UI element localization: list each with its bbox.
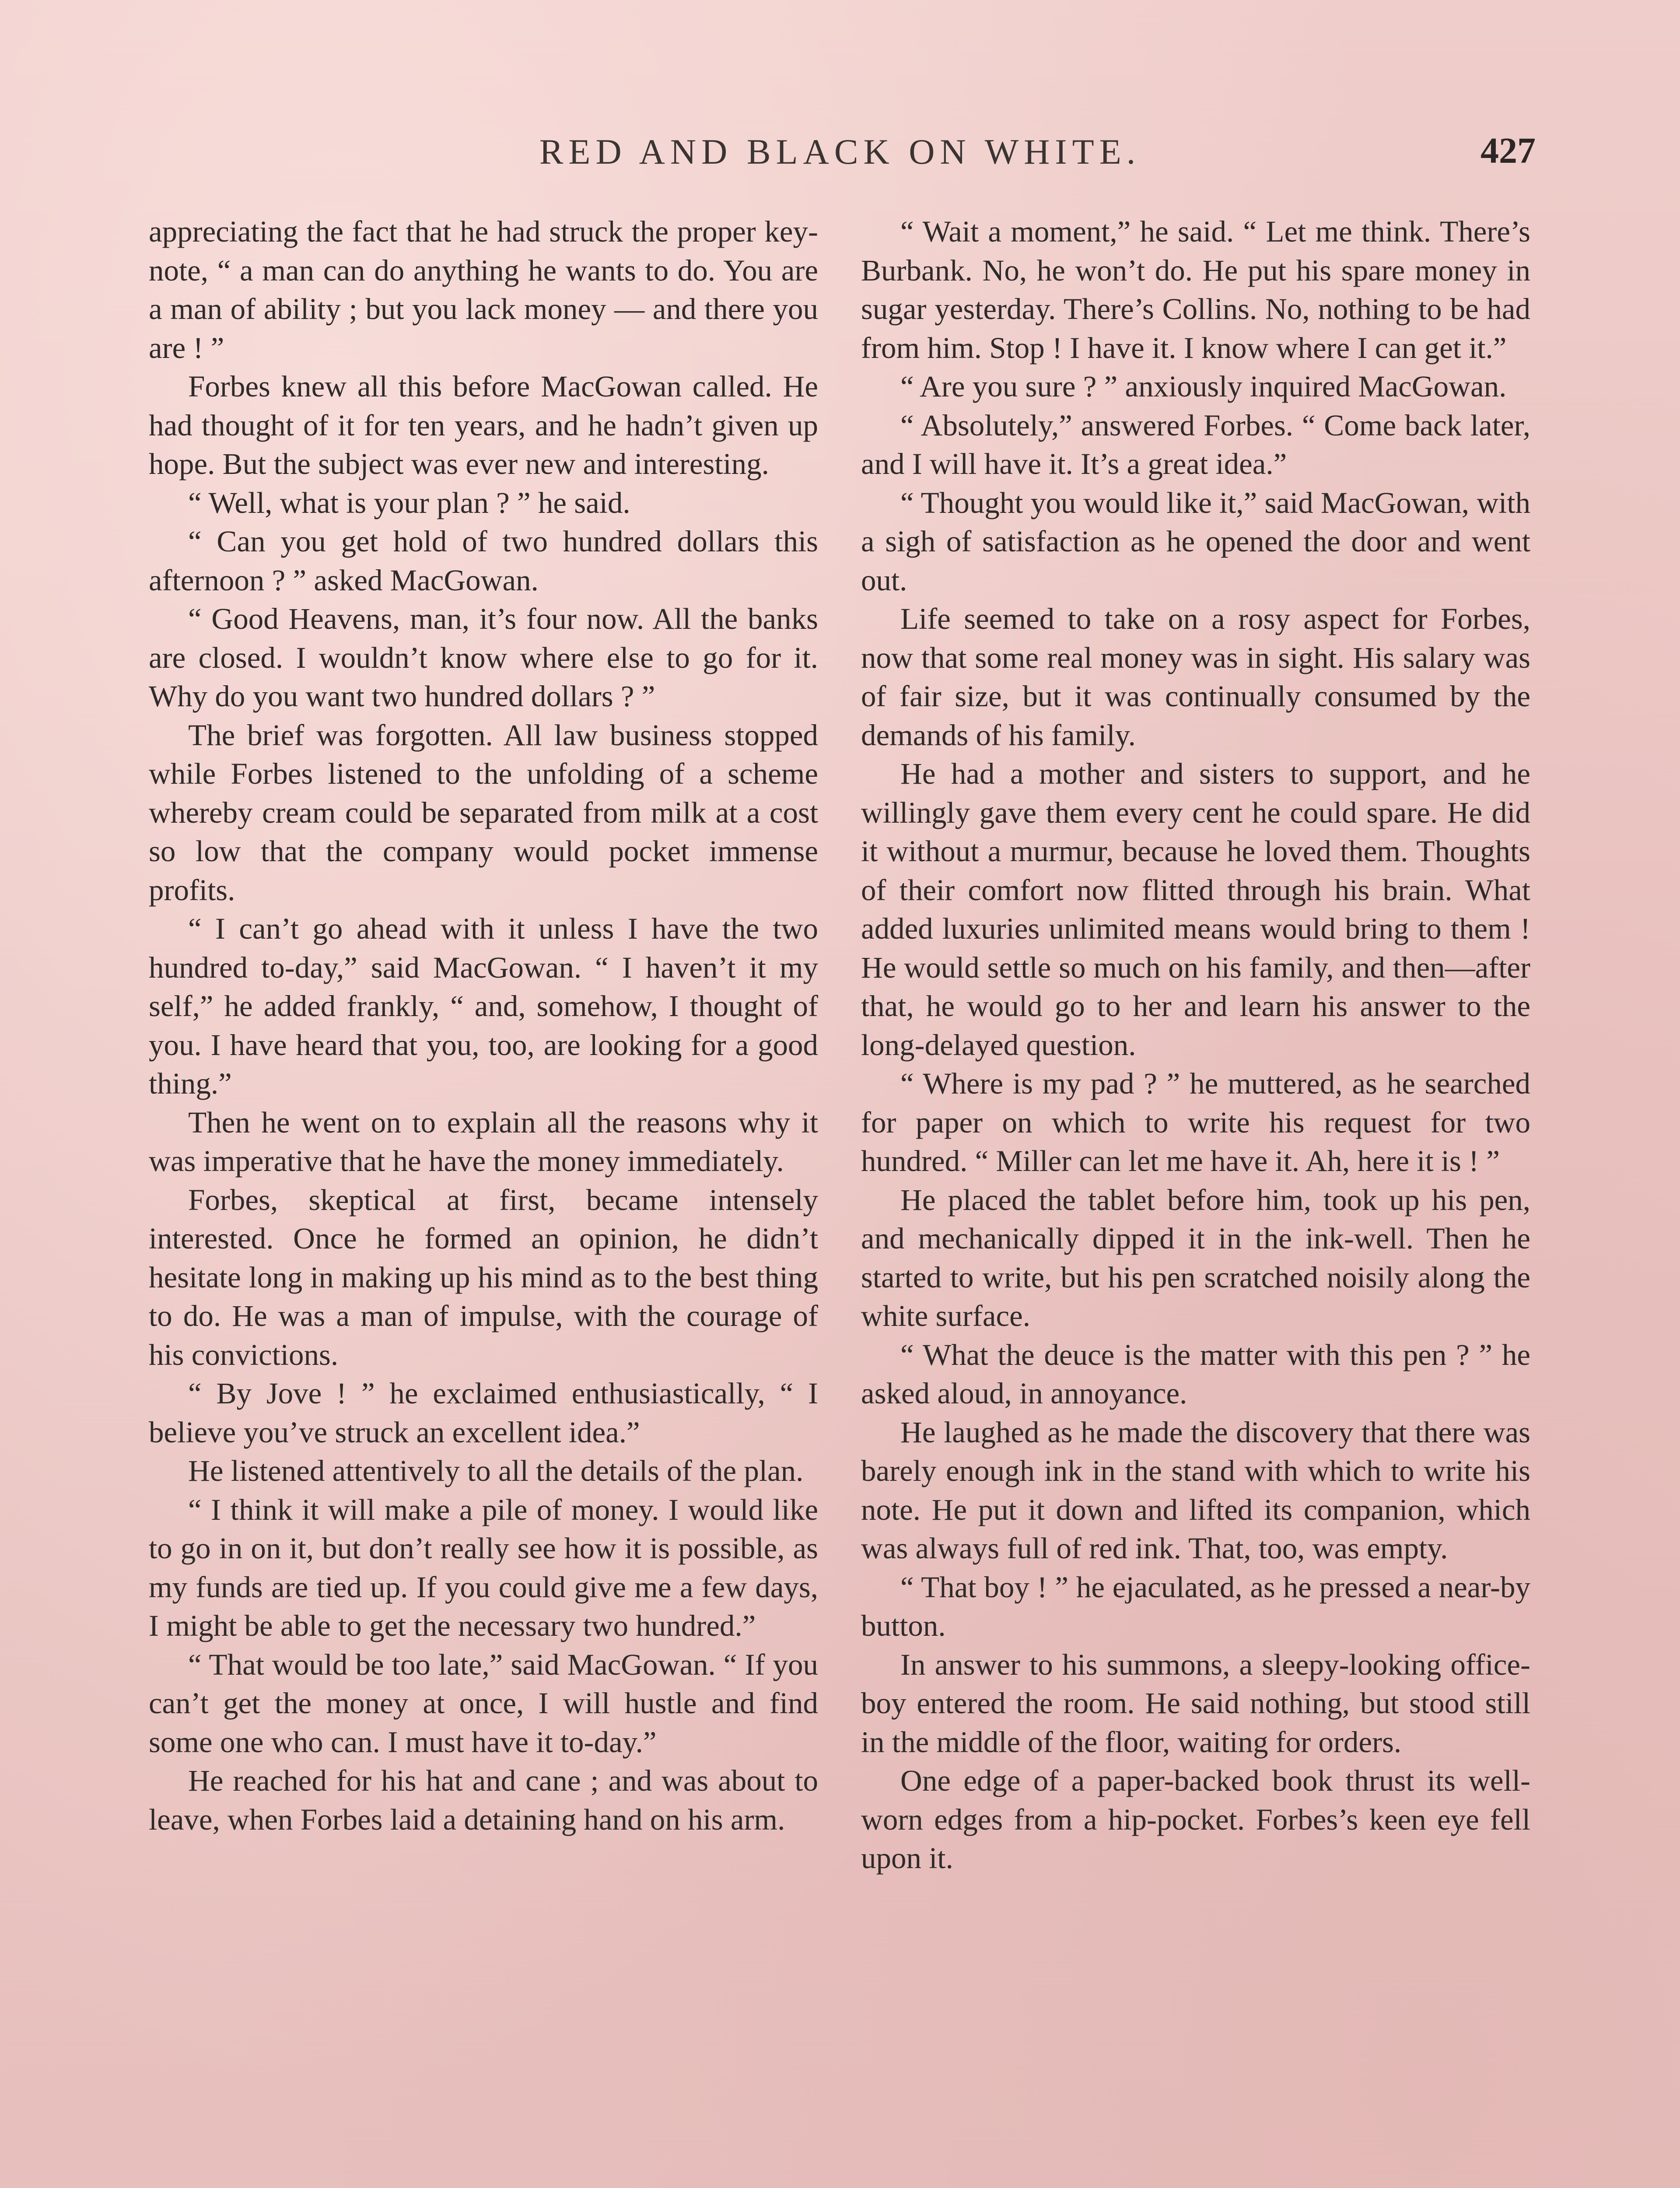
paragraph: Then he went on to explain all the reasons why it was imperative that he have the money immediately. bbox=[149, 1105, 818, 1178]
paragraph: Forbes, skeptical at first, became intensely interested. Once he formed an opinion, he didn’t hesitate long in making up his mind as to the best thing to do. He was a man of impulse, with the courage of his convictions. bbox=[149, 1183, 818, 1371]
paragraph: He had a mother and sisters to support, and he willingly gave them every cent he could spare. He did it without a murmur, because he loved them. Thoughts of their comfort now flitted through his brain. What added luxuries unlimited means would bring to them ! He would settle so much on his family, and then—after that, he would go to her and learn his answer to the long-delayed question. bbox=[861, 757, 1530, 1062]
running-head-title: RED AND BLACK ON WHITE. bbox=[539, 132, 1141, 172]
paragraph: “ Good Heavens, man, it’s four now. All the banks are closed. I wouldn’t know where else to go for it. Why do you want two hundred dollars ? ” bbox=[149, 602, 818, 713]
paragraph: “ What the deuce is the matter with this pen ? ” he asked aloud, in annoyance. bbox=[861, 1338, 1530, 1410]
paragraph: “ Thought you would like it,” said MacGowan, with a sigh of satisfaction as he opened the door and went out. bbox=[861, 486, 1530, 597]
paragraph: “ Wait a moment,” he said. “ Let me think. There’s Burbank. No, he won’t do. He put his spare money in sugar yesterday. There’s Collins. No, nothing to be had from him. Stop ! I have it. I know where I can get it.” bbox=[861, 215, 1530, 365]
paragraph: “ That boy ! ” he ejaculated, as he pressed a near-by button. bbox=[861, 1570, 1530, 1642]
paragraph: He placed the tablet before him, took up his pen, and mechanically dipped it in the ink-well. Then he started to write, but his pen scratched noisily along the white surface. bbox=[861, 1183, 1530, 1332]
paragraph: “ Are you sure ? ” anxiously inquired MacGowan. bbox=[900, 370, 1507, 403]
paragraph: He laughed as he made the discovery that there was barely enough ink in the stand with which to write his note. He put it down and lifted its companion, which was always full of red ink. That, too, was empty. bbox=[861, 1415, 1530, 1565]
page-number: 427 bbox=[1480, 130, 1536, 171]
paragraph: In answer to his summons, a sleepy-looking office-boy entered the room. He said nothing, but stood still in the middle of the floor, waiting for orders. bbox=[861, 1648, 1530, 1759]
paragraph: One edge of a paper-backed book thrust its well-worn edges from a hip-pocket. Forbes’s keen eye fell upon it. bbox=[861, 1764, 1530, 1875]
paragraph: “ Where is my pad ? ” he muttered, as he searched for paper on which to write his request for two hundred. “ Miller can let me have it. Ah, here it is ! ” bbox=[861, 1067, 1530, 1178]
paragraph: “ Well, what is your plan ? ” he said. bbox=[188, 486, 630, 519]
right-column bbox=[861, 212, 1530, 1878]
paragraph: Life seemed to take on a rosy aspect for Forbes, now that some real money was in sight. His salary was of fair size, but it was continually consumed by the demands of his family. bbox=[861, 602, 1530, 752]
paragraph: “ By Jove ! ” he exclaimed enthusiastically, “ I believe you’ve struck an excellent idea.” bbox=[149, 1377, 818, 1449]
paragraph: “ I think it will make a pile of money. I would like to go in on it, but don’t really see how it is possible, as my funds are tied up. If you could give me a few days, I might be able to get the necessary two hundred.” bbox=[149, 1493, 818, 1642]
paragraph: “ That would be too late,” said MacGowan. “ If you can’t get the money at once, I will hustle and find some one who can. I must have it to-day.” bbox=[149, 1648, 818, 1759]
left-column bbox=[149, 212, 818, 1839]
paragraph: Forbes knew all this before MacGowan called. He had thought of it for ten years, and he hadn’t given up hope. But the subject was ever new and interesting. bbox=[149, 370, 818, 480]
paragraph: “ Absolutely,” answered Forbes. “ Come back later, and I will have it. It’s a great idea.” bbox=[861, 408, 1530, 480]
paragraph: “ Can you get hold of two hundred dollars this afternoon ? ” asked MacGowan. bbox=[149, 525, 818, 597]
paragraph: He listened attentively to all the details of the plan. bbox=[188, 1454, 804, 1487]
paragraph: appreciating the fact that he had struck the proper key-note, “ a man can do anything he wants to do. You are a man of ability ; but you lack money — and there you are ! ” bbox=[149, 215, 818, 365]
paragraph: The brief was forgotten. All law business stopped while Forbes listened to the unfolding of a scheme whereby cream could be separated from milk at a cost so low that the company would pocket immense profits. bbox=[149, 718, 818, 907]
running-head bbox=[144, 131, 1536, 184]
paragraph: He reached for his hat and cane ; and was about to leave, when Forbes laid a detaining hand on his arm. bbox=[149, 1764, 818, 1836]
paragraph: “ I can’t go ahead with it unless I have the two hundred to-day,” said MacGowan. “ I haven’t it my self,” he added frankly, “ and, somehow, I thought of you. I have heard that you, too, are looking for a good thing.” bbox=[149, 912, 818, 1100]
